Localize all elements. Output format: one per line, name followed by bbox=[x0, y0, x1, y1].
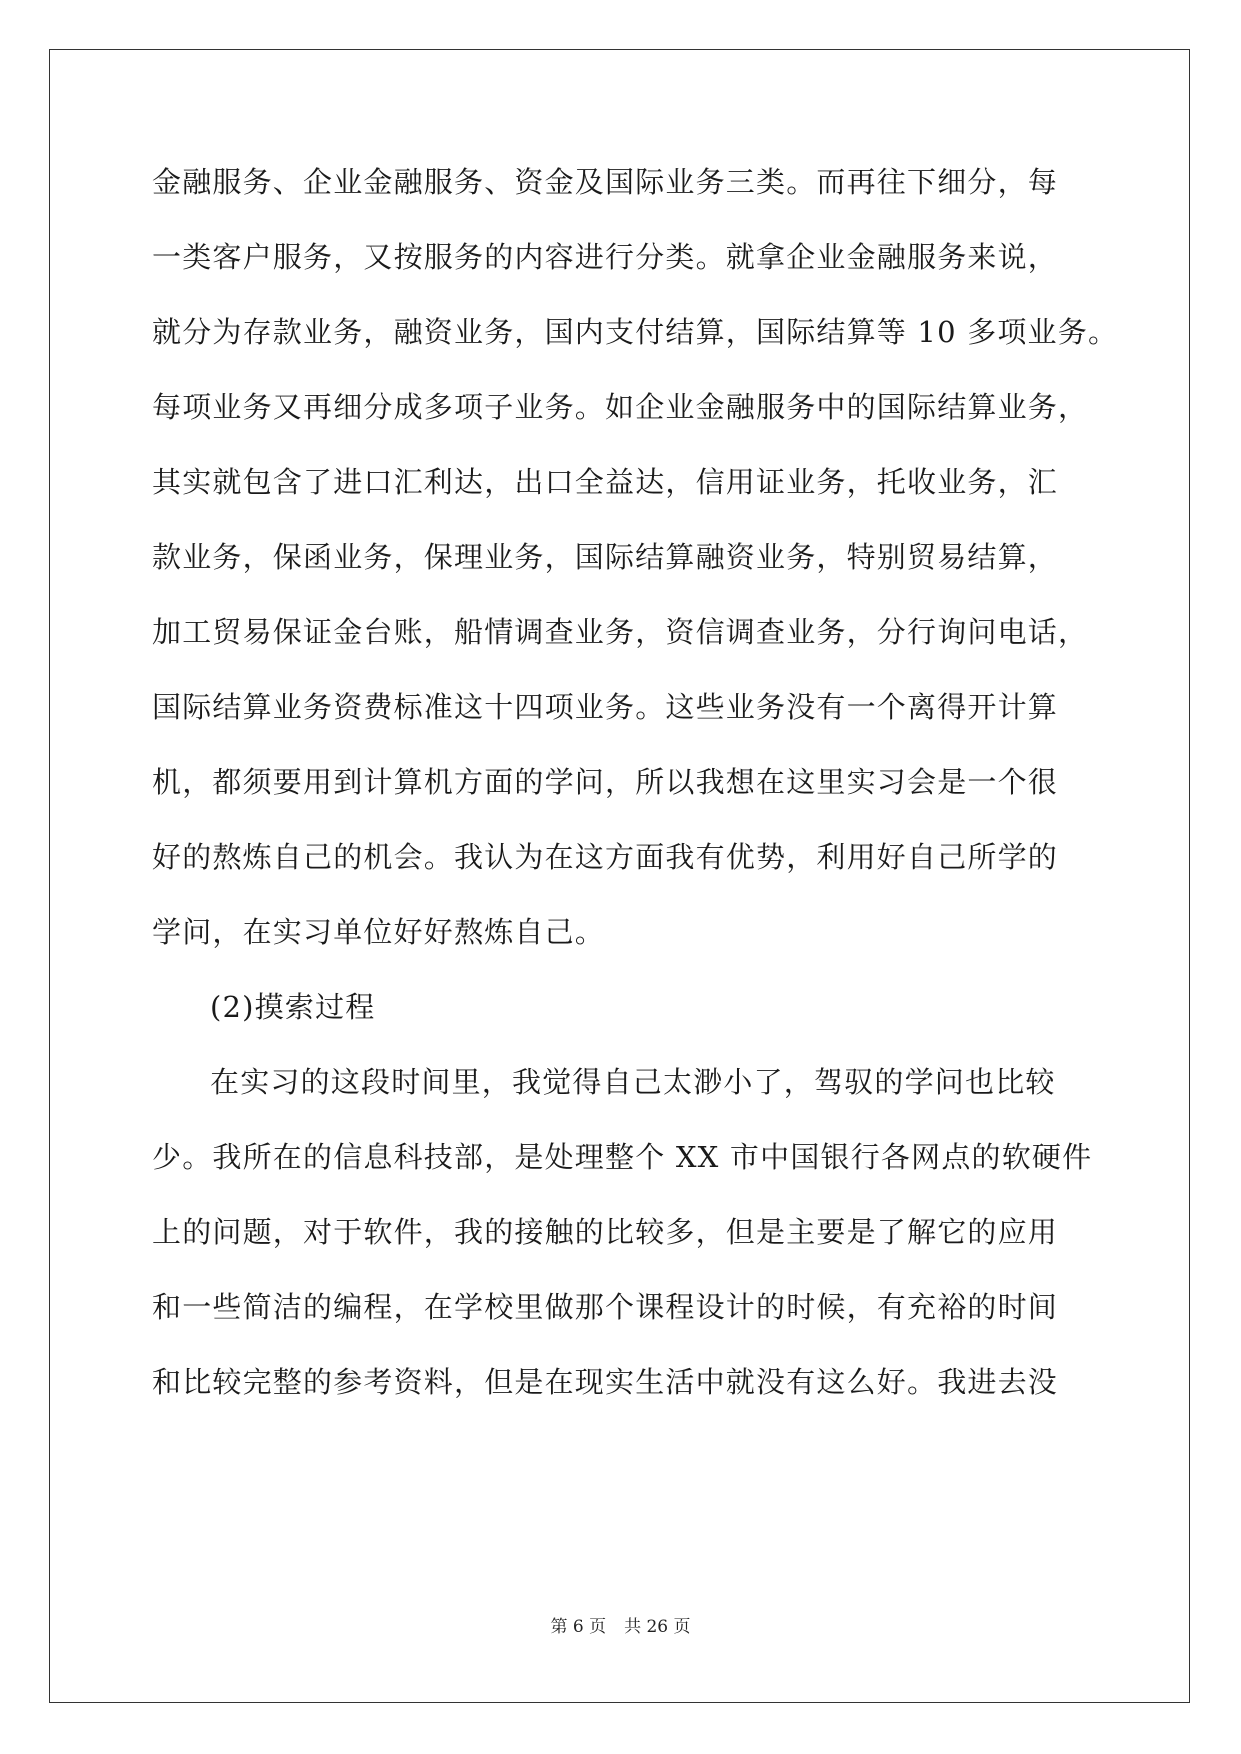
body-line: 金融服务、企业金融服务、资金及国际业务三类。而再往下细分，每 bbox=[152, 165, 1059, 199]
page-total: 共 26 页 bbox=[624, 1617, 691, 1637]
body-line: 加工贸易保证金台账，船情调查业务，资信调查业务，分行询问电话， bbox=[152, 615, 1089, 649]
body-line: 就分为存款业务，融资业务，国内支付结算，国际结算等 10 多项业务。 bbox=[152, 315, 1119, 349]
paragraph-first-line: 在实习的这段时间里，我觉得自己太渺小了，驾驭的学问也比较 bbox=[210, 1065, 1056, 1099]
body-line: 和比较完整的参考资料，但是在现实生活中就没有这么好。我进去没 bbox=[152, 1365, 1059, 1399]
section-heading: (2)摸索过程 bbox=[210, 990, 376, 1024]
page-footer bbox=[0, 1615, 1241, 1639]
body-line: 少。我所在的信息科技部，是处理整个 XX 市中国银行各网点的软硬件 bbox=[152, 1140, 1093, 1174]
body-line: 每项业务又再细分成多项子业务。如企业金融服务中的国际结算业务， bbox=[152, 390, 1089, 424]
body-line: 一类客户服务，又按服务的内容进行分类。就拿企业金融服务来说， bbox=[152, 240, 1059, 274]
body-line: 其实就包含了进口汇利达，出口全益达，信用证业务，托收业务，汇 bbox=[152, 465, 1059, 499]
body-line: 款业务，保函业务，保理业务，国际结算融资业务，特别贸易结算， bbox=[152, 540, 1059, 574]
body-line: 好的熬炼自己的机会。我认为在这方面我有优势，利用好自己所学的 bbox=[152, 840, 1059, 874]
body-line: 上的问题，对于软件，我的接触的比较多，但是主要是了解它的应用 bbox=[152, 1215, 1059, 1249]
body-line: 学问，在实习单位好好熬炼自己。 bbox=[152, 915, 606, 949]
body-line: 机，都须要用到计算机方面的学问，所以我想在这里实习会是一个很 bbox=[152, 765, 1059, 799]
page-number: 第 6 页 bbox=[550, 1617, 607, 1637]
body-line: 和一些简洁的编程，在学校里做那个课程设计的时候，有充裕的时间 bbox=[152, 1290, 1059, 1324]
body-line: 国际结算业务资费标准这十四项业务。这些业务没有一个离得开计算 bbox=[152, 690, 1059, 724]
